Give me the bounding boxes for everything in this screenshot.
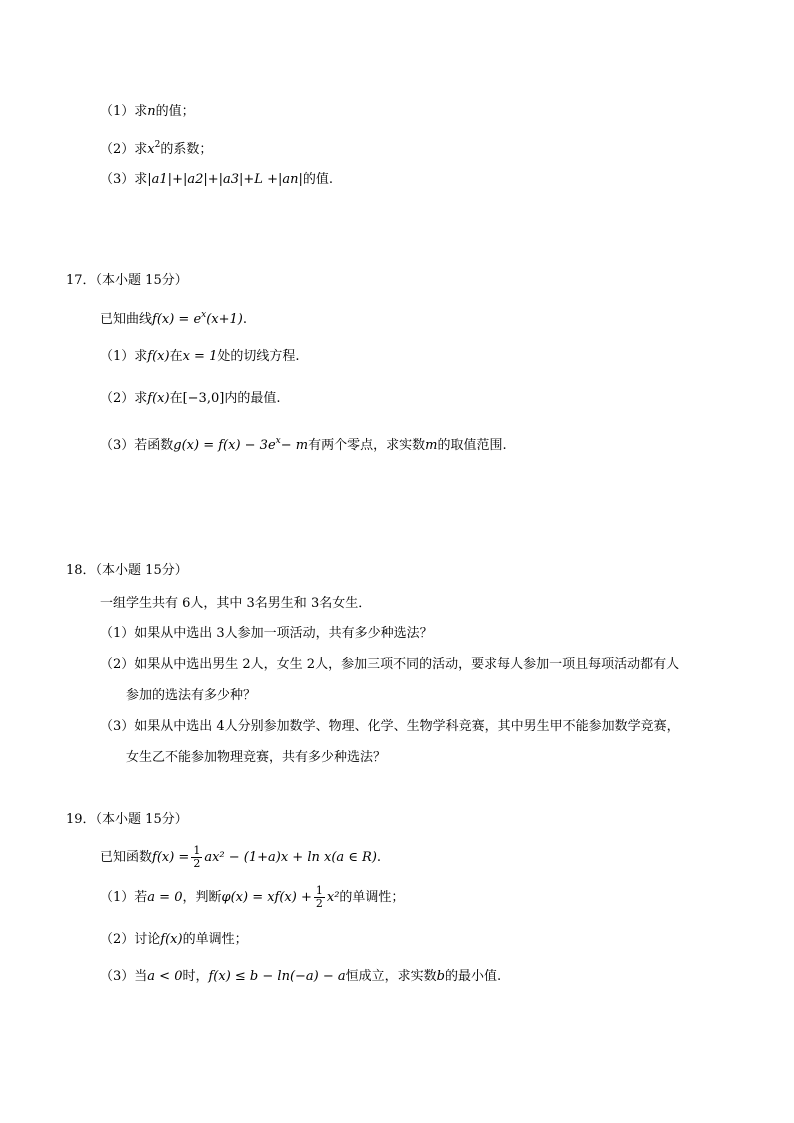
q18-header: 18．（本小题 15分）	[66, 563, 188, 578]
q19-part2: （2）讨论f(x)的单调性；	[100, 932, 248, 947]
q18-part3-line1: （3）如果从中选出 4人分别参加数学、物理、化学、生物学科竞赛，其中男生甲不能参加数学竞赛，	[100, 719, 680, 734]
q18-part3-line2: 女生乙不能参加物理竞赛，共有多少种选法？	[126, 750, 387, 765]
q18-part2-line1: （2）如果从中选出男生 2人，女生 2人，参加三项不同的活动，要求每人参加一项且每项活动都有人	[100, 657, 680, 672]
abs-sum-expression: |a1|+|a2|+|a3|+L +|an|	[147, 172, 303, 187]
q16-part1: （1）求n的值；	[100, 104, 195, 119]
q19-header: 19．（本小题 15分）	[66, 812, 188, 827]
q16-part3: （3）求|a1|+|a2|+|a3|+L +|an|的值.	[100, 172, 333, 187]
q18-part2-line2: 参加的选法有多少种？	[126, 688, 257, 703]
fraction-one-half: $\frac{1}{2}$	[315, 884, 323, 910]
q18-stem: 一组学生共有 6人，其中 3名男生和 3名女生．	[100, 596, 372, 611]
q17-part3: （3）若函数$g(x) = f(x) - 3e^x- m$有两个零点，求实数m的取值范围.	[100, 436, 507, 453]
q17-part2: （2）求f(x)在[−3,0]内的最值.	[100, 391, 281, 406]
fraction-one-half: $\frac{1}{2}$	[193, 844, 201, 870]
q16-part2: （2）求$x^2$的系数；	[100, 140, 213, 157]
q19-part1: （1）若a = 0，判断φ(x) = xf(x) + $\frac{1}{2}$ x²的单调性；	[100, 884, 405, 910]
q17-stem: 已知曲线$f(x) = e^x(x+1)$.	[100, 310, 248, 327]
q17-header: 17．（本小题 15分）	[66, 273, 188, 288]
q18-part1: （1）如果从中选出 3人参加一项活动，共有多少种选法？	[100, 626, 433, 641]
q19-part3: （3）当a < 0时，f(x) ≤ b − ln(−a) − a恒成立，求实数b的最小值.	[100, 969, 502, 984]
q19-stem: 已知函数f(x) = $\frac{1}{2}$ ax² − (1+a)x + ln x(a ∈ R).	[100, 844, 382, 870]
q17-part1: （1）求f(x)在x = 1处的切线方程.	[100, 349, 300, 364]
